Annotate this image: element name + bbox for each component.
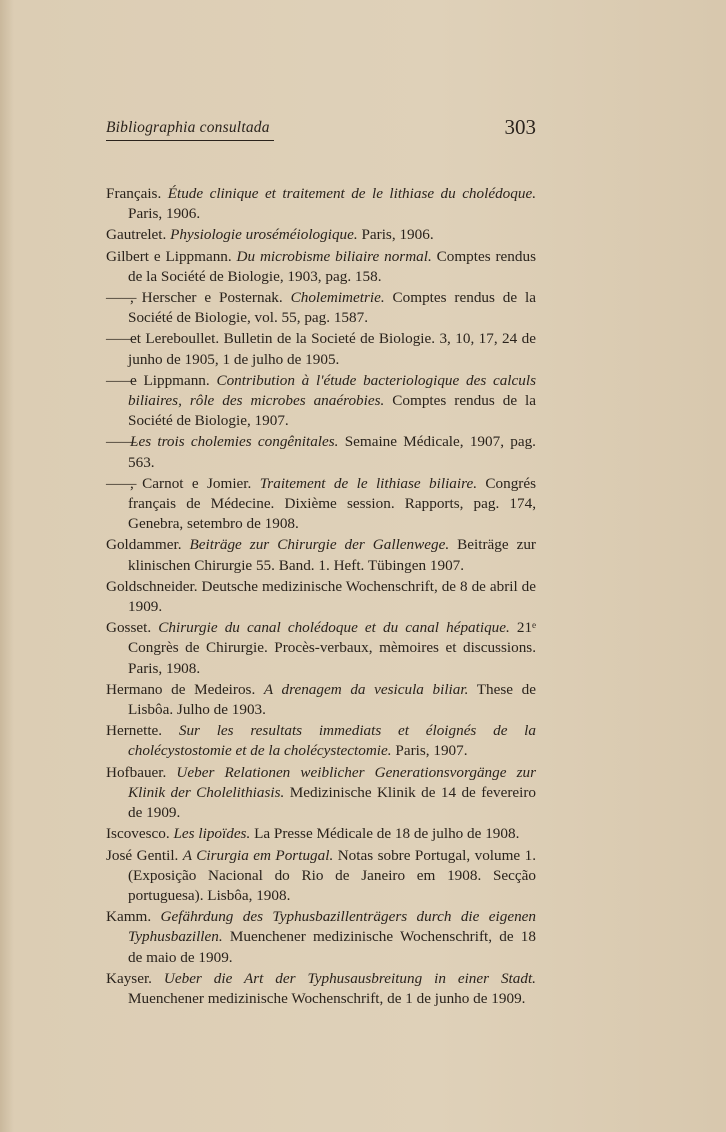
entry-title: Les lipoïdes.: [173, 825, 251, 843]
entry-text: , Herscher e Posternak.: [130, 289, 291, 307]
entry-title: Beiträge zur Chirurgie der Gallenwege.: [189, 536, 450, 554]
entry-title: A Cirurgia em Portugal.: [182, 846, 334, 864]
entry-text: Notas sobre Portugal, volume 1. (Exposição Nacional do Rio de Janeiro em 1908. Secção portuguesa). Lisbôa, 1908.: [128, 846, 536, 904]
entry-text: Paris, 1906.: [357, 226, 434, 244]
entry-title: A drenagem da vesicula biliar.: [263, 680, 469, 698]
entry-text: Français.: [106, 185, 168, 202]
bibliography-entry: [106, 618, 536, 679]
running-title: Bibliographia consultada: [106, 119, 270, 136]
entry-title: Les trois cholemies congênitales.: [130, 433, 339, 451]
entry-text: e Lippmann.: [130, 371, 217, 389]
entry-text: Comptes rendus de la Société de Biologie, 1903, pag. 158.: [128, 247, 536, 285]
entry-title: Ueber Relationen weiblicher Generationsvorgänge zur Klinik der Cholelithiasis.: [128, 763, 536, 801]
entry-title: Chirurgie du canal cholédoque et du canal hépatique.: [158, 619, 510, 637]
bibliography-entry: [106, 721, 536, 761]
entry-text: Medizinische Klinik de 14 de fevereiro de 1909.: [128, 783, 536, 822]
bibliography-entry: [106, 535, 536, 575]
entry-title: Étude clinique et traitement de le lithiase du cholédoque.: [167, 185, 536, 202]
entry-title: Traitement de le lithiase biliaire.: [259, 474, 478, 492]
ditto-dash: ——: [106, 371, 137, 389]
ditto-dash: ——: [106, 474, 137, 492]
entry-text: Muenchener medizinische Wochenschrift, de 1 de junho de 1909.: [128, 989, 526, 1007]
entry-text: Comptes rendus de la Société de Biologie, 1907.: [128, 392, 536, 430]
bibliography-entry: [106, 846, 536, 907]
entry-text: Congrés français de Médecine. Dixième session. Rapports, pag. 174, Genebra, setembro de 1908.: [128, 474, 537, 533]
header-rule: [106, 140, 274, 141]
entry-text: La Presse Médicale de 18 de julho de 1908.: [250, 825, 520, 843]
entry-title: Gefährdung des Typhusbazillenträgers durch die eigenen Typhusbazillen.: [128, 908, 537, 946]
ditto-dash: ——: [106, 289, 137, 307]
entry-text: Goldammer.: [106, 536, 190, 554]
entry-text: Semaine Médicale, 1907, pag. 563.: [128, 433, 536, 471]
entry-title: Physiologie uroséméiologique.: [170, 226, 358, 244]
ditto-dash: ——: [106, 330, 137, 348]
bibliography-entry: [106, 474, 536, 535]
bibliography-entry: [106, 288, 536, 328]
bibliography-entry: [106, 225, 536, 245]
entry-text: Kayser.: [106, 969, 164, 987]
entry-title: Du microbisme biliaire normal.: [236, 247, 432, 265]
entry-text: Gautrelet.: [106, 226, 171, 244]
bibliography-entry: [106, 680, 536, 720]
entry-title: Sur les resultats immediats et éloignés de la cholécystostomie et de la cholécystectomie.: [128, 722, 536, 760]
entry-text: Muenchener medizinische Wochenschrift, de 18 de maio de 1909.: [128, 928, 536, 966]
ditto-dash: ——: [106, 433, 137, 451]
entry-text: Hernette.: [106, 722, 179, 740]
bibliography-list: [106, 184, 536, 1010]
entry-title: Contribution à l'étude bacteriologique des calculs biliaires, rôle des microbes anaérobies.: [128, 371, 536, 410]
page-header: [106, 116, 536, 144]
bibliography-entry: [106, 824, 536, 844]
entry-text: Comptes rendus de la Société de Biologie, vol. 55, pag. 1587.: [128, 289, 536, 327]
bibliography-entry: [106, 184, 536, 224]
entry-text: These de Lisbôa. Julho de 1903.: [128, 680, 536, 719]
entry-text: Beiträge zur klinischen Chirurgie 55. Band. 1. Heft. Tübingen 1907.: [128, 536, 536, 574]
bibliography-entry: [106, 969, 536, 1009]
entry-text: , Carnot e Jomier.: [130, 474, 260, 492]
entry-text: Kamm.: [106, 908, 161, 926]
bibliography-entry: [106, 907, 536, 968]
entry-title: Cholemimetrie.: [290, 289, 385, 307]
entry-text: Gilbert e Lippmann.: [106, 247, 237, 265]
bibliography-entry: [106, 763, 536, 824]
entry-text: Paris, 1906.: [128, 205, 201, 223]
entry-title: Ueber die Art der Typhusausbreitung in einer Stadt.: [163, 969, 536, 987]
bibliography-entry: [106, 371, 536, 432]
entry-text: Hermano de Medeiros.: [106, 680, 264, 698]
entry-text: Hofbauer.: [106, 763, 177, 781]
bibliography-entry: [106, 577, 536, 617]
entry-text: Iscovesco.: [106, 825, 174, 843]
page-number: 303: [504, 115, 536, 139]
entry-text: Paris, 1907.: [391, 742, 468, 760]
entry-text: Goldschneider. Deutsche medizinische Wochenschrift, de 8 de abril de 1909.: [106, 577, 536, 616]
entry-text: et Lereboullet. Bulletin de la Societé de Biologie. 3, 10, 17, 24 de junho de 1905, 1 de julho de 1905.: [128, 330, 536, 368]
bibliography-entry: [106, 247, 536, 287]
entry-text: José Gentil.: [106, 846, 183, 864]
entry-text: 21ᵉ Congrès de Chirurgie. Procès-verbaux, mèmoires et discussions. Paris, 1908.: [128, 619, 537, 677]
entry-text: Gosset.: [106, 619, 159, 637]
bibliography-entry: [106, 432, 536, 472]
bibliography-entry: [106, 329, 536, 369]
